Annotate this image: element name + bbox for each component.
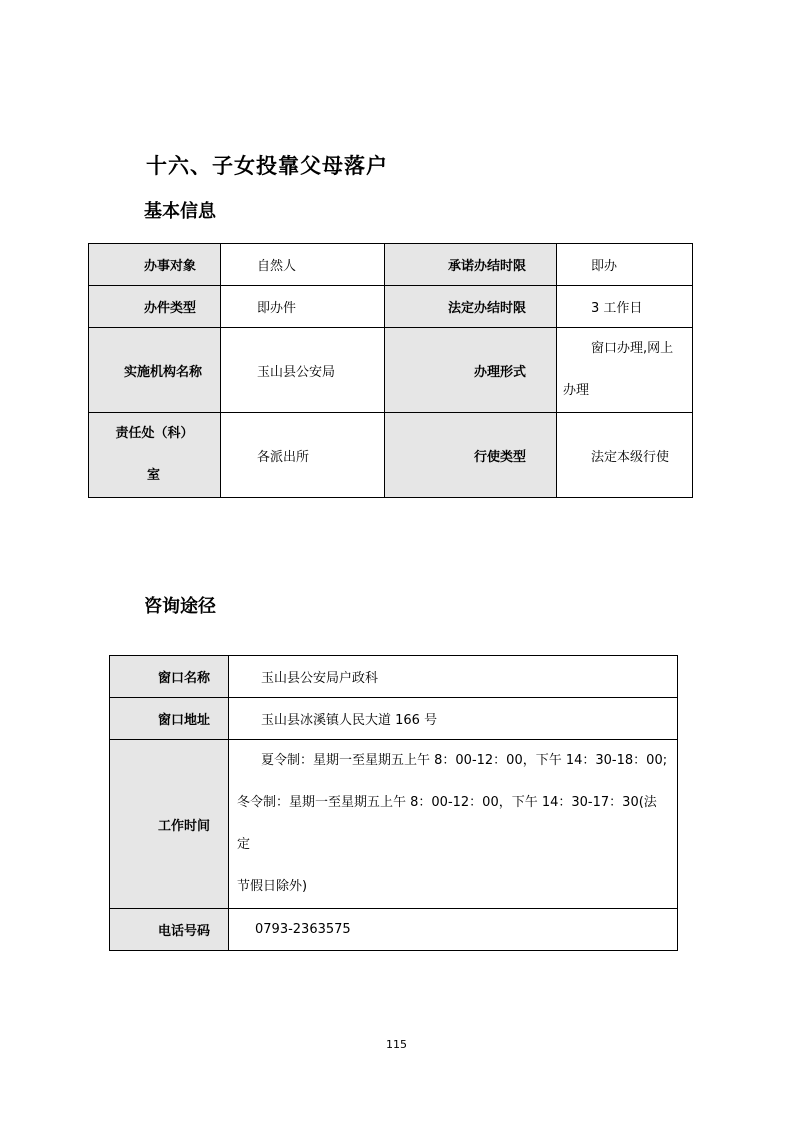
value-promised-time-limit: 即办: [557, 244, 693, 286]
label-handling-form: 办理形式: [385, 328, 557, 413]
value-window-name: 玉山县公安局户政科: [229, 656, 678, 698]
table-row: [110, 698, 678, 740]
table-row: [89, 244, 693, 286]
handling-form-line2: 办理: [563, 383, 590, 398]
responsible-office-line1: 责任处（科）: [115, 426, 194, 441]
hours-winter: 冬令制：星期一至星期五上午 8：00-12：00，下午 14：30-17：30(法定: [237, 795, 657, 852]
page-number: 115: [386, 1038, 407, 1051]
table-row: [89, 286, 693, 328]
page-title: 十六、子女投靠父母落户: [146, 154, 388, 178]
table-row: [110, 656, 678, 698]
label-legal-time-limit: 法定办结时限: [385, 286, 557, 328]
hours-summer: 夏令制：星期一至星期五上午 8：00-12：00，下午 14：30-18：00;: [261, 753, 668, 768]
consultation-table: [109, 655, 678, 951]
label-service-target: 办事对象: [89, 244, 221, 286]
responsible-office-line2: 室: [147, 468, 161, 483]
label-window-address: 窗口地址: [110, 698, 229, 740]
value-working-hours: [229, 740, 678, 909]
section-heading-basic-info: 基本信息: [144, 201, 216, 222]
value-case-type: 即办件: [221, 286, 385, 328]
table-row: [110, 740, 678, 909]
hours-holiday-note: 节假日除外): [237, 879, 308, 894]
label-case-type: 办件类型: [89, 286, 221, 328]
value-exercise-type: 法定本级行使: [557, 413, 693, 498]
label-phone-number: 电话号码: [110, 909, 229, 951]
value-phone-number: 0793-2363575: [229, 909, 678, 951]
label-window-name: 窗口名称: [110, 656, 229, 698]
basic-info-table: [88, 243, 693, 498]
value-responsible-office: 各派出所: [221, 413, 385, 498]
label-promised-time-limit: 承诺办结时限: [385, 244, 557, 286]
label-working-hours: 工作时间: [110, 740, 229, 909]
label-responsible-office: [89, 413, 221, 498]
label-implementing-agency: 实施机构名称: [89, 328, 221, 413]
value-service-target: 自然人: [221, 244, 385, 286]
handling-form-line1: 窗口办理,网上: [591, 341, 674, 356]
value-legal-time-limit: 3 工作日: [557, 286, 693, 328]
value-implementing-agency: 玉山县公安局: [221, 328, 385, 413]
value-window-address: 玉山县冰溪镇人民大道 166 号: [229, 698, 678, 740]
table-row: [89, 413, 693, 498]
table-row: [89, 328, 693, 413]
section-heading-consultation: 咨询途径: [144, 596, 216, 617]
table-row: [110, 909, 678, 951]
label-exercise-type: 行使类型: [385, 413, 557, 498]
value-handling-form: [557, 328, 693, 413]
